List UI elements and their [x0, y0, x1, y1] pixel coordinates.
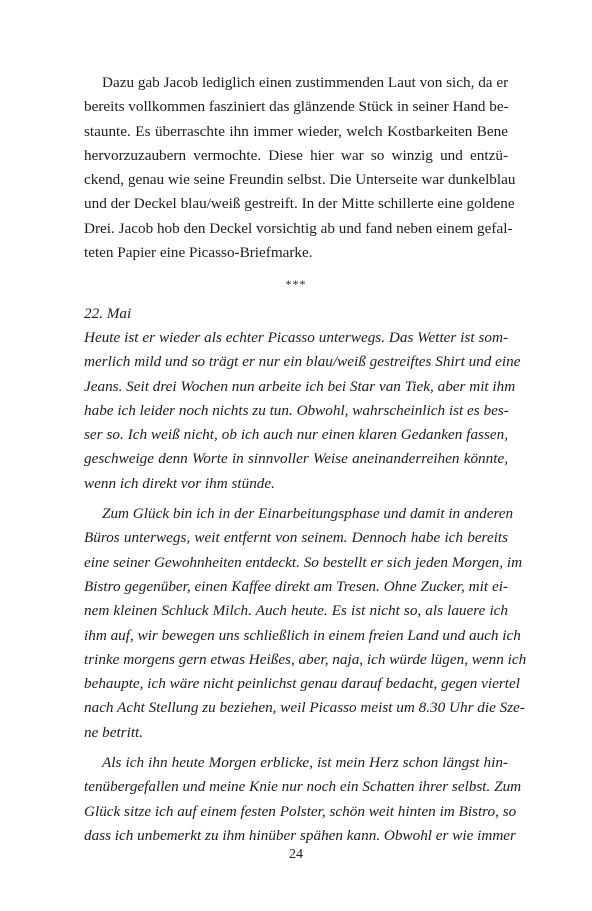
text-line: habe ich leider noch nichts zu tun. Obwohl, wahrscheinlich ist es bes- [84, 401, 509, 419]
text-line: Büros unterwegs, weit entfernt von seinem. Dennoch habe ich bereits [84, 529, 508, 547]
diary-paragraph [84, 751, 522, 848]
text-line: behaupte, ich wäre nicht peinlichst genau darauf bedacht, gegen viertel [84, 675, 520, 693]
text-line: Glück sitze ich auf einem festen Polster, schön weit hinten im Bistro, so [84, 802, 517, 820]
book-page [84, 71, 527, 848]
diary-date: 22. Mai [84, 304, 132, 322]
text-line: tenübergefallen und meine Knie nur noch ein Schatten ihrer selbst. Zum [84, 778, 522, 796]
text-line: Heute ist er wieder als echter Picasso unterwegs. Das Wetter ist som- [84, 328, 508, 346]
text-line: Als ich ihn heute Morgen erblicke, ist mein Herz schon längst hin- [102, 754, 508, 772]
text-line: und der Deckel blau/weiß gestreift. In der Mitte schillerte eine goldene [84, 195, 515, 213]
section-separator: *** [285, 277, 307, 292]
text-line: Dazu gab Jacob lediglich einen zustimmenden Laut von sich, da er [102, 74, 509, 91]
text-line: Drei. Jacob hob den Deckel vorsichtig ab und fand neben einem gefal- [84, 219, 513, 237]
text-line: ser so. Ich weiß nicht, ob ich auch nur einen klaren Gedanken fassen, [84, 426, 508, 444]
text-line: Bistro gegenüber, einen Kaffee direkt am Tresen. Ohne Zucker, mit ei- [84, 577, 508, 595]
text-line: nem kleinen Schluck Milch. Auch heute. Es ist nicht so, als lauere ich [84, 602, 508, 620]
text-line: dass ich unbemerkt zu ihm hinüber spähen kann. Obwohl er wie immer [84, 826, 516, 844]
text-line: Zum Glück bin ich in der Einarbeitungsphase und damit in anderen [102, 505, 514, 523]
text-line: trinke morgens gern etwas Heißes, aber, naja, ich würde lügen, wenn ich [84, 650, 527, 668]
text-line: ckend, genau wie seine Freundin selbst. Die Unterseite war dunkelblau [84, 171, 516, 189]
diary-paragraph [84, 502, 527, 745]
text-line: wenn ich direkt vor ihm stünde. [84, 474, 275, 492]
text-line: ihm auf, wir bewegen uns schließlich in einem freien Land und auch ich [84, 626, 521, 644]
text-line: hervorzuzaubern vermochte. Diese hier war so winzig und entzü- [84, 146, 508, 164]
text-line: eine seiner Gewohnheiten entdeckt. So bestellt er sich jeden Morgen, im [84, 553, 523, 571]
text-line: bereits vollkommen fasziniert das glänzende Stück in seiner Hand be- [84, 98, 509, 116]
text-line: geschweige denn Worte in sinnvoller Weise aneinanderreihen könnte, [84, 450, 508, 468]
text-line: teten Papier eine Picasso-Briefmarke. [84, 244, 313, 262]
text-line: merlich mild und so trägt er nur ein blau/weiß gestreiftes Shirt und eine [84, 353, 521, 371]
text-line: staunte. Es überraschte ihn immer wieder, welch Kostbarkeiten Bene [84, 122, 508, 140]
text-line: ne betritt. [84, 723, 144, 741]
text-line: Jeans. Seit drei Wochen nun arbeite ich bei Star van Tiek, aber mit ihm [84, 377, 516, 395]
diary-paragraph [84, 326, 521, 496]
text-line: nach Acht Stellung zu beziehen, weil Picasso meist um 8.30 Uhr die Sze- [84, 699, 525, 717]
page-number: 24 [289, 847, 303, 862]
narrative-paragraph [84, 71, 516, 265]
